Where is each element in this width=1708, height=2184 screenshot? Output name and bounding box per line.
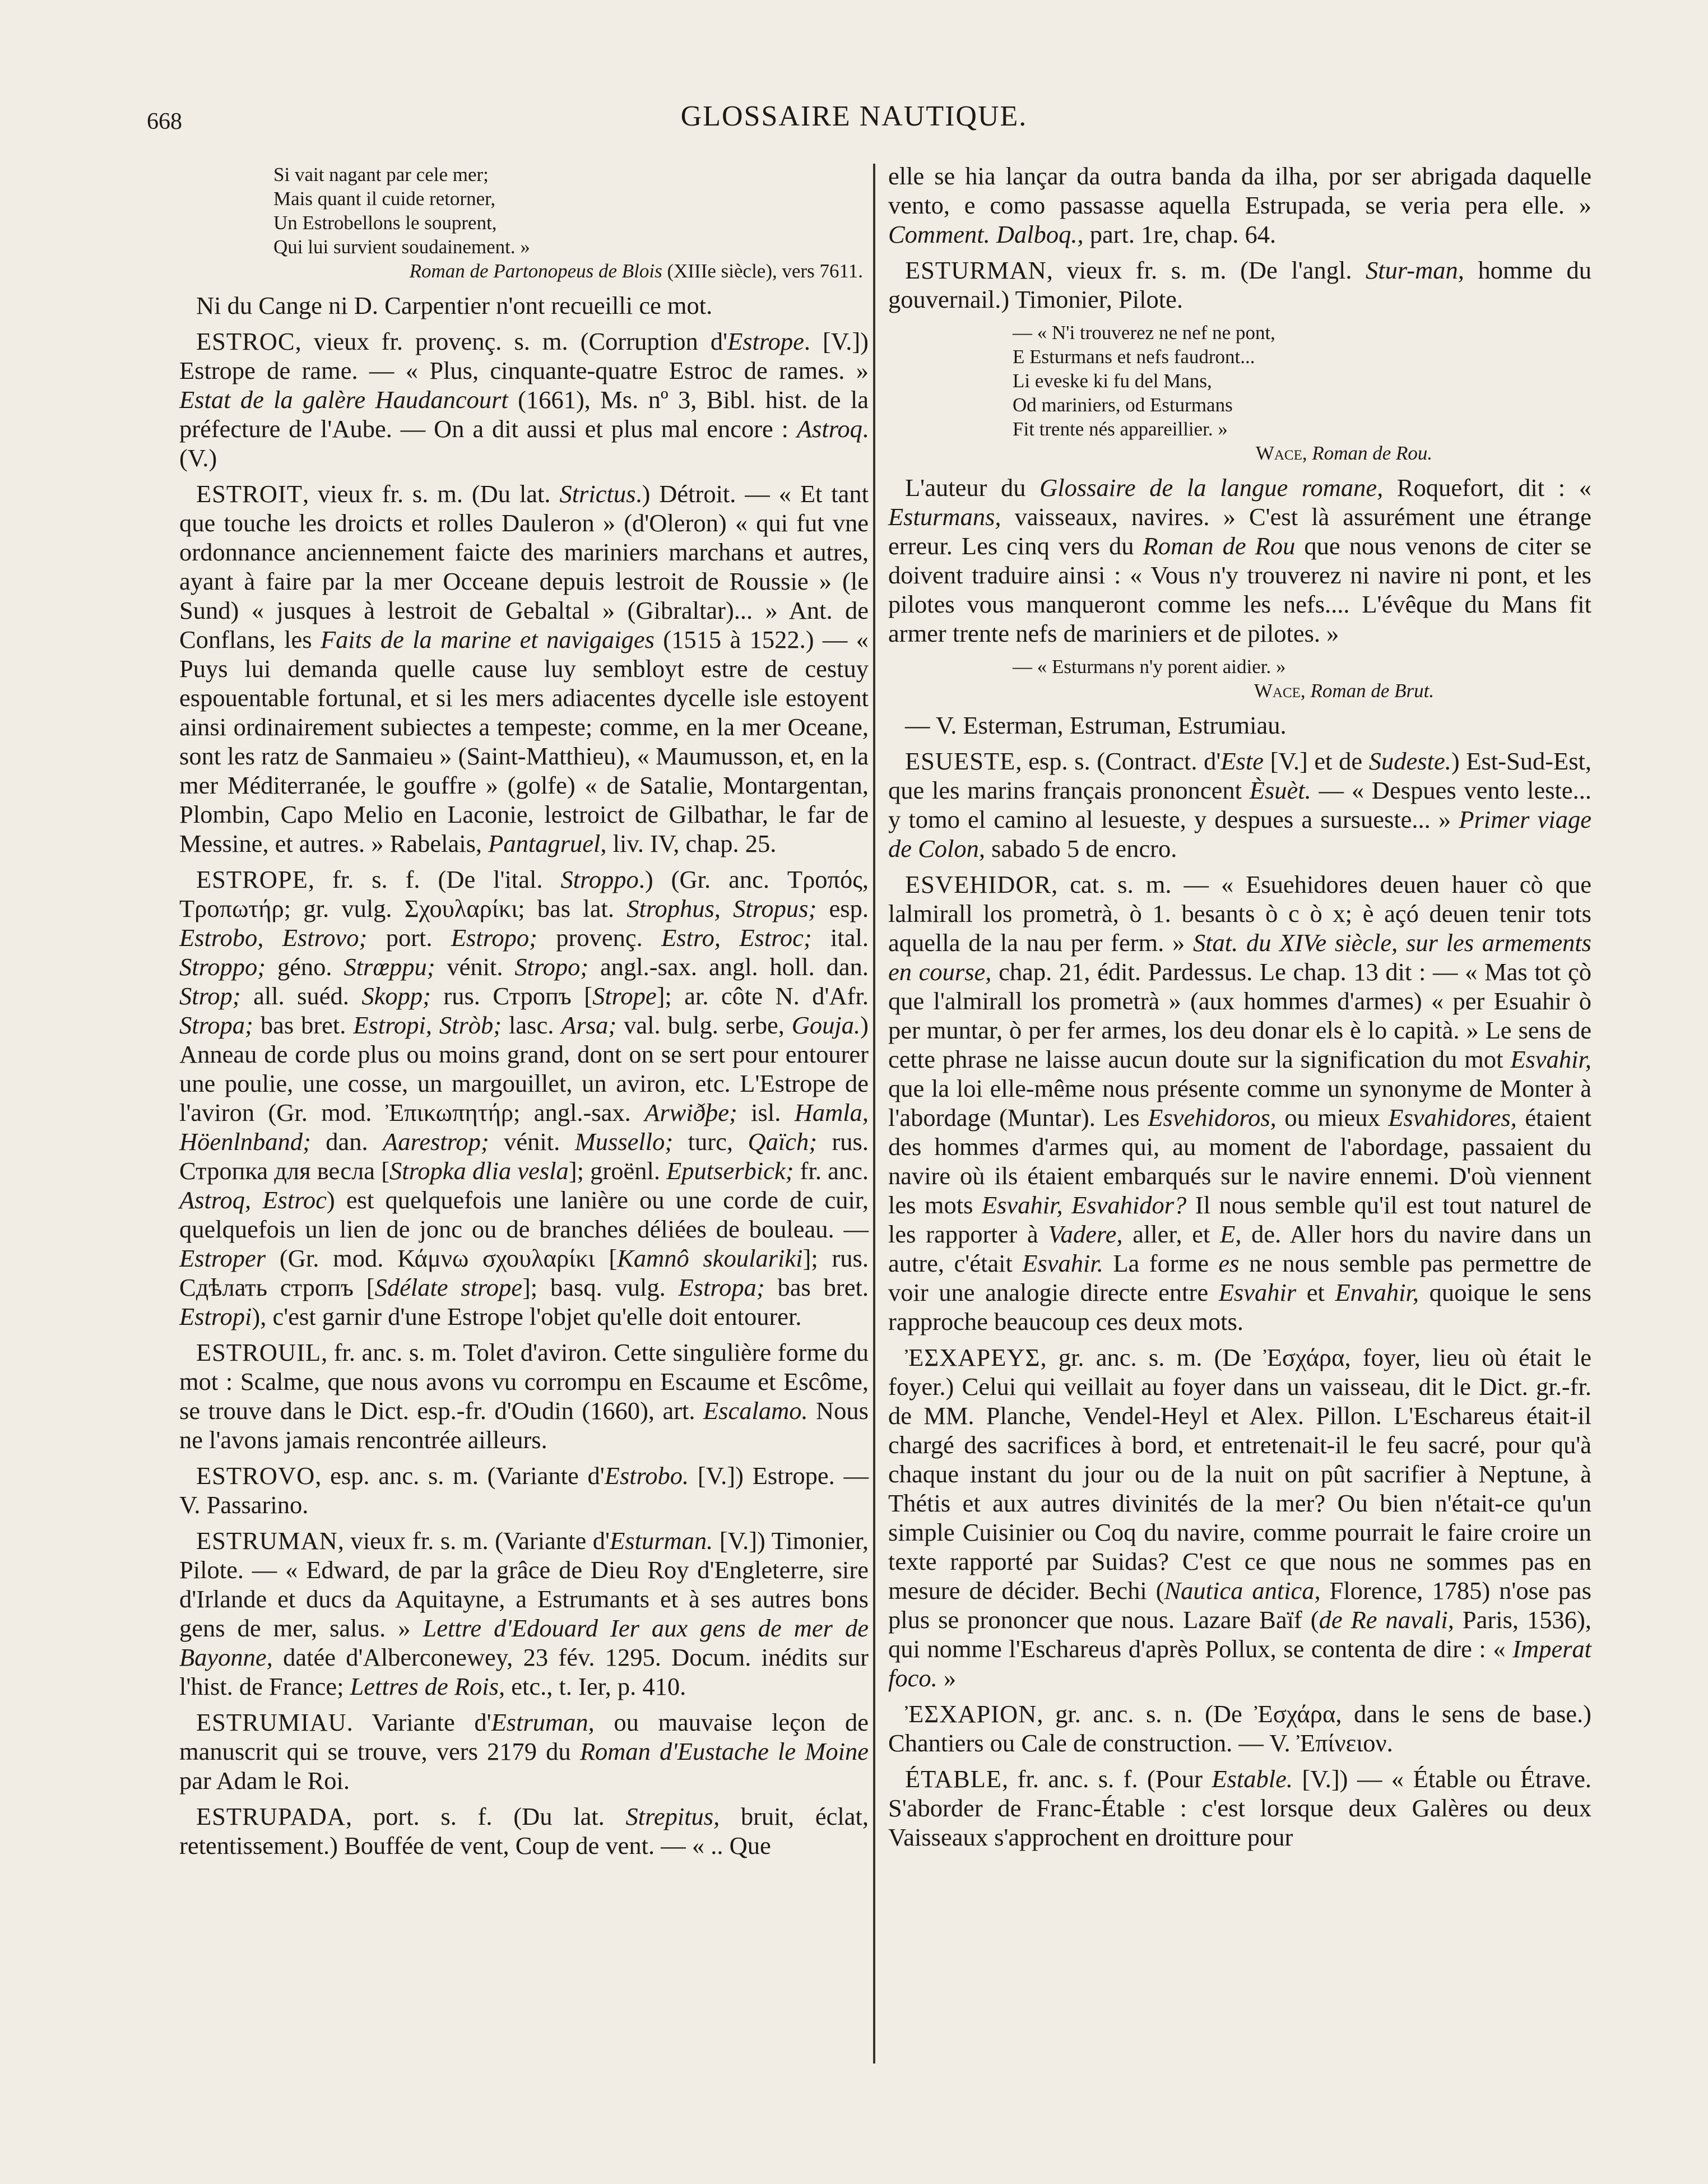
running-title: GLOSSAIRE NAUTIQUE.: [680, 100, 1028, 132]
column-divider: [873, 164, 875, 2064]
entry-esturman: ESTURMAN, vieux fr. s. m. (De l'angl. Stur-man, homme du gouvernail.) Timonier, Pilote.: [888, 256, 1591, 313]
verse-line: — « Esturmans n'y porent aidier. »: [1013, 656, 1286, 678]
right-column: [888, 161, 1591, 1858]
headword: ESTRUMIAU: [196, 1708, 347, 1736]
verse-line: Li eveske ki fu del Mans,: [1013, 370, 1212, 392]
verse-citation: Roman de Partonopeus de Blois (XIIIe siècle), vers 7611.: [409, 260, 863, 282]
entry-estroc: ESTROC, vieux fr. provenç. s. m. (Corruption d'Estrope. [V.]) Estrope de rame. — « Plus, cinquante-quatre Estroc de rames. » Estat de la galère Haudancourt (1661), Ms. nº 3, Bibl. hist. de la préfecture de l'Aube. — On a dit aussi et plus mal encore : Astroq. (V.): [179, 327, 869, 472]
page-number: 668: [147, 109, 182, 135]
verse-citation: Wace, Roman de Brut.: [1254, 680, 1435, 702]
verse-line: Od mariniers, od Esturmans: [1013, 394, 1233, 416]
entry-estroit: ESTROIT, vieux fr. s. m. (Du lat. Strictus.) Détroit. — « Et tant que touche les droicts et rolles Dauleron » (d'Oleron) « qui fut vne ordonnance anciennement faicte des mariniers marchans et autres, ayant à faire par la mer Occeane depuis lestroit de Roussie » (le Sund) « jusques à lestroit de Gebaltal » (Gibraltar)... » Ant. de Conflans, les Faits de la marine et navigaiges (1515 à 1522.) — « Puys lui demanda quelle cause luy sembloyt estre de cestuy espouentable fortunal, et si les mers adiacentes dycelle isle estoyent ainsi ordinairement subiectes a tempeste; comme, en la mer Oceane, sont les ratz de Sanmaieu » (Saint-Matthieu), « Maumusson, et, en la mer Méditerranée, le gouffre » (golfe) « de Satalie, Montargentan, Plombin, Capo Melio en Laconie, lestroict de Gilbathar, le far de Messine, et autres. » Rabelais, Pantagruel, liv. IV, chap. 25.: [179, 480, 869, 857]
entry-eschareus: ἘΣΧΑΡΕΥΣ, gr. anc. s. m. (De Ἐσχάρα, foyer, lieu où était le foyer.) Celui qui veillait au foyer dans un vaisseau, dit le Dict. gr.-fr. de MM. Planche, Vendel-Heyl et Alex. Pillon. L'Eschareus était-il chargé des sacrifices à bord, et entretenait-il le feu sacré, pour qu'à chaque instant du jour ou de la nuit on pût sacrifier à Neptune, à Thétis et aux autres divinités de la mer? Ou bien n'était-ce qu'un simple Cuisinier ou Coq du navire, comme pourrait le faire croire un texte rapporté par Suidas? C'est ce que nous ne sommes pas en mesure de décider. Bechi (Nautica antica, Florence, 1785) n'ose pas plus se prononcer que nous. Lazare Baïf (de Re navali, Paris, 1536), qui nomme l'Eschareus d'après Pollux, se contenta de dire : « Imperat foco. »: [888, 1343, 1591, 1692]
verse-roman-de-brut: [888, 655, 1591, 703]
entry-estrouil: ESTROUIL, fr. anc. s. m. Tolet d'aviron. Cette singulière forme du mot : Scalme, que nous avons vu corrompu en Escaume et Escôme, se trouve dans le Dict. esp.-fr. d'Oudin (1660), art. Escalamo. Nous ne l'avons jamais rencontrée ailleurs.: [179, 1338, 869, 1454]
headword: ἘΣΧΑΡΕΥΣ: [905, 1343, 1041, 1371]
verse-line: Un Estrobellons le souprent,: [273, 212, 497, 234]
paragraph-roquefort: L'auteur du Glossaire de la langue romane, Roquefort, dit : « Esturmans, vaisseaux, navires. » C'est là assurément une étrange erreur. Les cinq vers du Roman de Rou que nous venons de citer se doivent traduire ainsi : « Vous n'y trouverez ni navire ni pont, et les pilotes vous manqueront comme les nefs.... L'évêque du Mans fit armer trente nefs de mariniers et de pilotes. »: [888, 474, 1591, 647]
headword: ESTROC: [196, 327, 295, 355]
entry-estrupada: ESTRUPADA, port. s. f. (Du lat. Strepitus, bruit, éclat, retentissement.) Bouffée de vent, Coup de vent. — « .. Que: [179, 1802, 869, 1860]
verse-line: Mais quant il cuide retorner,: [273, 188, 496, 210]
verse-line: — « N'i trouverez ne nef ne pont,: [1013, 322, 1275, 344]
verse-partonopeus: [179, 163, 869, 283]
paragraph-cange: Ni du Cange ni D. Carpentier n'ont recueilli ce mot.: [196, 291, 713, 319]
headword: ESTRUMAN: [196, 1527, 338, 1555]
see-also-line: — V. Esterman, Estruman, Estrumiau.: [905, 711, 1287, 739]
continuation-estrupada: elle se hia lançar da outra banda da ilha, por ser abrigada daquelle vento, e como passasse aquella Estrupada, se veria pera elle. » Comment. Dalboq., part. 1re, chap. 64.: [888, 162, 1591, 248]
verse-line: Qui lui survient soudainement. »: [273, 236, 530, 258]
entry-esvehidor: ESVEHIDOR, cat. s. m. — « Esuehidores deuen hauer cò que lalmirall los prometrà, ò 1. besants ò c ò x; è açó deuen tenir tots aquella de la nau per ferm. » Stat. du XIVe siècle, sur les armements en course, chap. 21, édit. Pardessus. Le chap. 13 dit : — « Mas tot çò que l'almirall los prometrà » (aux hommes d'armes) « per Esuahir ò per muntar, ò per fer armes, los deu donar els è lo capità. » Le sens de cette phrase ne laisse aucun doute sur la signification du mot Esvahir, que la loi elle-même nous présente comme un synonyme de Monter à l'abordage (Muntar). Les Esvehidoros, ou mieux Esvahidores, étaient des hommes d'armes qui, au moment de l'abordage, passaient du navire où ils étaient embarqués sur le navire ennemi. D'où viennent les mots Esvahir, Esvahidor? Il nous semble qu'il est tout naturel de les rapporter à Vadere, aller, et E, de. Aller hors du navire dans un autre, c'était Esvahir. La forme es ne nous semble pas permettre de voir une analogie directe entre Esvahir et Envahir, quoique le sens rapproche beaucoup ces deux mots.: [888, 870, 1592, 1336]
entry-esueste: ESUESTE, esp. s. (Contract. d'Este [V.] et de Sudeste.) Est-Sud-Est, que les marins français prononcent Èsuèt. — « Despues vento leste... y tomo el camino al lesueste, y despues a sursueste... » Primer viage de Colon, sabado 5 de encro.: [888, 747, 1592, 863]
entry-estrumiau: ESTRUMIAU. Variante d'Estruman, ou mauvaise leçon de manuscrit qui se trouve, vers 2179 du Roman d'Eustache le Moine par Adam le Roi.: [179, 1708, 869, 1795]
headword: ESTURMAN: [905, 256, 1047, 284]
entry-estrope: ESTROPE, fr. s. f. (De l'ital. Stroppo.) (Gr. anc. Τροπός, Τροπωτήρ; gr. vulg. Σχουλαρίκι; bas lat. Strophus, Stropus; esp. Estrobo, Estrovo; port. Estropo; provenç. Estro, Estroc; ital. Stroppo; géno. Strœppu; vénit. Stropo; angl.-sax. angl. holl. dan. Strop; all. suéd. Skopp; rus. Стропъ [Strope]; ar. côte N. d'Afr. Stropa; bas bret. Estropi, Stròb; lasc. Arsa; val. bulg. serbe, Gouja.) Anneau de corde plus ou moins grand, dont on se sert pour entourer une poulie, une cosse, un margouillet, un aviron, etc. L'Estrope de l'aviron (Gr. mod. Ἐπικωπητήρ; angl.-sax. Arwiðþe; isl. Hamla, Höenlnband; dan. Aarestrop; vénit. Mussello; turc, Qaïch; rus. Стропка для весла [Stropka dlia vesla]; groënl. Eputserbick; fr. anc. Astroq, Estroc) est quelquefois une lanière ou une corde de cuir, quelquefois un lien de jonc ou de branches déliées de bouleau. — Estroper (Gr. mod. Κάμνω σχουλαρίκι [Kamnô skoulariki]; rus. Сдѣлать стропъ [Sdélate strope]; basq. vulg. Estropa; bas bret. Estropi), c'est garnir d'une Estrope l'objet qu'elle doit entourer.: [179, 865, 869, 1330]
entry-estrovo: ESTROVO, esp. anc. s. m. (Variante d'Estrobo. [V.]) Estrope. — V. Passarino.: [179, 1462, 869, 1519]
entry-escharion: ἘΣΧΑΡΙΟΝ, gr. anc. s. n. (De Ἐσχάρα, dans le sens de base.) Chantiers ou Cale de construction. — V. Ἐπίνειον.: [888, 1700, 1591, 1757]
headword: ἘΣΧΑΡΙΟΝ: [905, 1700, 1037, 1728]
headword: ESTROVO: [196, 1462, 315, 1490]
verse-citation: Wace, Roman de Rou.: [1255, 442, 1433, 464]
headword: ESTROUIL: [196, 1338, 322, 1366]
verse-line: Si vait nagant par cele mer;: [273, 164, 489, 186]
verse-roman-de-rou: [888, 321, 1591, 465]
left-column: [179, 161, 869, 1867]
headword: ESTROPE: [196, 865, 308, 893]
headword: ESTROIT: [196, 480, 303, 508]
headword: ESUESTE: [905, 747, 1016, 775]
entry-etable: ÉTABLE, fr. anc. s. f. (Pour Estable. [V.]) — « Étable ou Étrave. S'aborder de Franc-Étable : c'est lorsque deux Galères ou deux Vaisseaux s'approchent en droitture pour: [888, 1765, 1591, 1851]
verse-line: Fit trente nés appareillier. »: [1013, 418, 1228, 440]
verse-line: E Esturmans et nefs faudront...: [1013, 346, 1255, 368]
headword: ÉTABLE: [905, 1765, 1002, 1793]
headword: ESTRUPADA: [196, 1802, 346, 1830]
entry-estruman: ESTRUMAN, vieux fr. s. m. (Variante d'Esturman. [V.]) Timonier, Pilote. — « Edward, de par la grâce de Dieu Roy d'Engleterre, sire d'Irlande et ducs da Aquitayne, a Estrumants et à ses autres bons gens de mer, salus. » Lettre d'Edouard Ier aux gens de mer de Bayonne, datée d'Alberconewey, 23 fév. 1295. Docum. inédits sur l'hist. de France; Lettres de Rois, etc., t. Ier, p. 410.: [179, 1527, 869, 1700]
headword: ESVEHIDOR: [905, 870, 1052, 898]
